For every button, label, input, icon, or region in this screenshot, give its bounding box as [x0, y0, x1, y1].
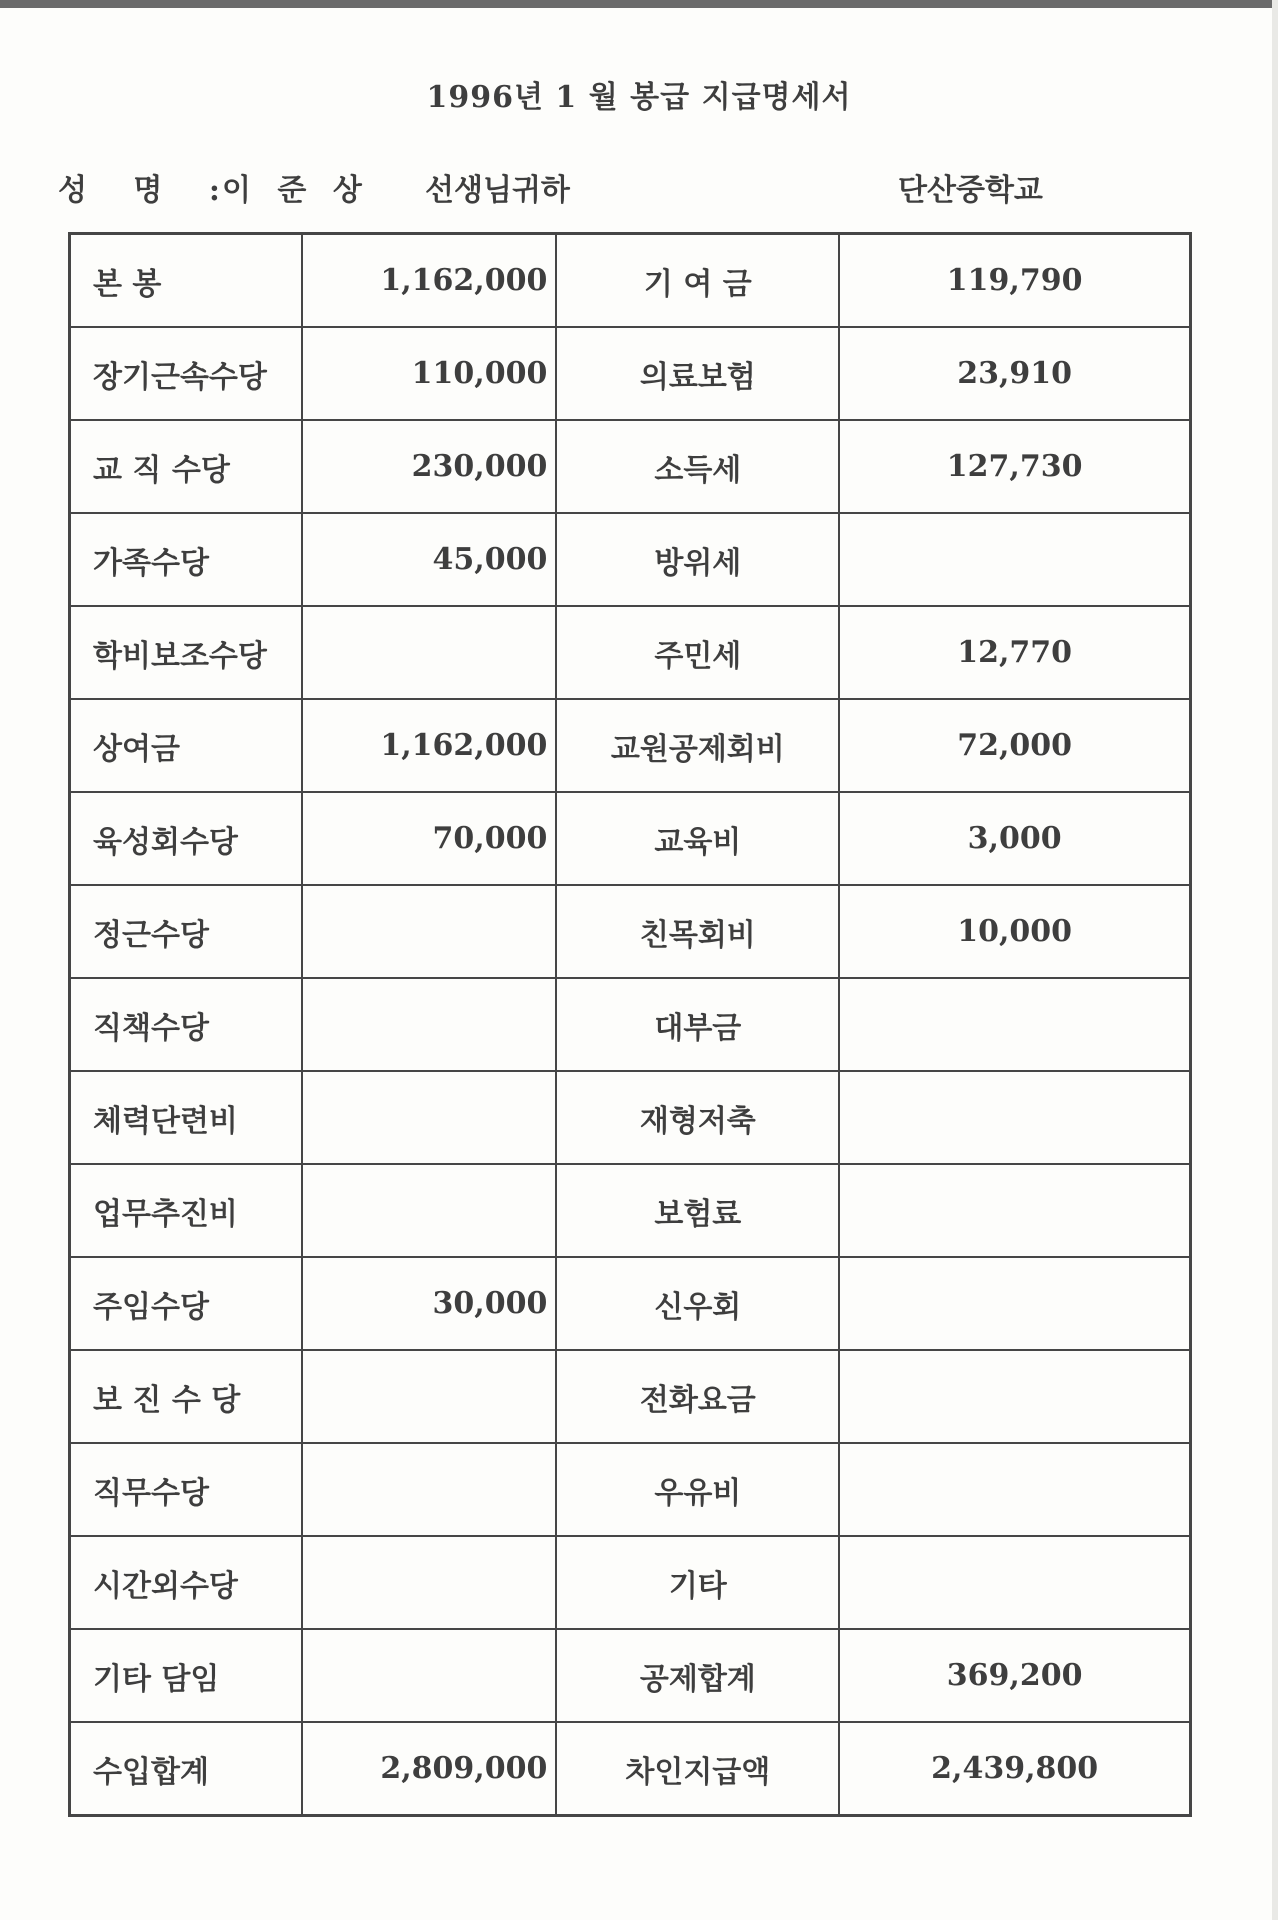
- table-row: [70, 1629, 1191, 1722]
- income-label: 상여금: [70, 699, 302, 792]
- honorific: 선생님귀하: [425, 173, 570, 208]
- deduction-amount: [839, 513, 1190, 606]
- table-row: [70, 978, 1191, 1071]
- deduction-label: 방위세: [556, 513, 839, 606]
- income-label: 장기근속수당: [70, 327, 302, 420]
- deduction-label: 우유비: [556, 1443, 839, 1536]
- income-label: 직무수당: [70, 1443, 302, 1536]
- income-amount: 2,809,000: [302, 1722, 557, 1816]
- table-row: [70, 1164, 1191, 1257]
- deduction-label: 신우회: [556, 1257, 839, 1350]
- income-label: 기타 담임: [70, 1629, 302, 1722]
- paper-top-edge: [0, 0, 1278, 8]
- deduction-amount: 119,790: [839, 234, 1190, 328]
- income-label: 가족수당: [70, 513, 302, 606]
- income-amount: [302, 978, 557, 1071]
- table-row: [70, 1257, 1191, 1350]
- school-name: 단산중학교: [898, 173, 1043, 208]
- deduction-amount: 10,000: [839, 885, 1190, 978]
- deduction-amount: 2,439,800: [839, 1722, 1190, 1816]
- income-amount: 70,000: [302, 792, 557, 885]
- income-label: 본 봉: [70, 234, 302, 328]
- table-row: [70, 699, 1191, 792]
- deduction-amount: [839, 978, 1190, 1071]
- deduction-amount: [839, 1350, 1190, 1443]
- deduction-label: 친목회비: [556, 885, 839, 978]
- income-label: 교 직 수당: [70, 420, 302, 513]
- deduction-amount: [839, 1164, 1190, 1257]
- income-amount: [302, 1443, 557, 1536]
- deduction-label: 의료보험: [556, 327, 839, 420]
- deduction-amount: 12,770: [839, 606, 1190, 699]
- deduction-amount: 3,000: [839, 792, 1190, 885]
- name-label: 성 명 :: [58, 173, 238, 208]
- income-amount: 30,000: [302, 1257, 557, 1350]
- income-amount: [302, 606, 557, 699]
- deduction-label: 기 여 금: [556, 234, 839, 328]
- income-label: 보 진 수 당: [70, 1350, 302, 1443]
- income-amount: [302, 1071, 557, 1164]
- deduction-label: 차인지급액: [556, 1722, 839, 1816]
- deduction-label: 기타: [556, 1536, 839, 1629]
- income-amount: 230,000: [302, 420, 557, 513]
- income-label: 체력단련비: [70, 1071, 302, 1164]
- deduction-label: 재형저축: [556, 1071, 839, 1164]
- income-amount: 45,000: [302, 513, 557, 606]
- table-row: [70, 1350, 1191, 1443]
- income-label: 수입합계: [70, 1722, 302, 1816]
- table-row: [70, 1536, 1191, 1629]
- table-row: [70, 885, 1191, 978]
- income-amount: [302, 1350, 557, 1443]
- name-value: 이 준 상: [222, 173, 370, 208]
- deduction-label: 대부금: [556, 978, 839, 1071]
- paper-side-edge: [1272, 0, 1278, 1920]
- deduction-label: 교원공제회비: [556, 699, 839, 792]
- table-row: [70, 1722, 1191, 1816]
- income-label: 육성회수당: [70, 792, 302, 885]
- income-label: 정근수당: [70, 885, 302, 978]
- income-label: 직책수당: [70, 978, 302, 1071]
- table-row: [70, 1071, 1191, 1164]
- income-amount: [302, 885, 557, 978]
- table-row: [70, 513, 1191, 606]
- income-label: 업무추진비: [70, 1164, 302, 1257]
- table-row: [70, 792, 1191, 885]
- deduction-amount: 127,730: [839, 420, 1190, 513]
- income-amount: 1,162,000: [302, 234, 557, 328]
- deduction-amount: 23,910: [839, 327, 1190, 420]
- deduction-amount: [839, 1071, 1190, 1164]
- income-amount: [302, 1536, 557, 1629]
- deduction-label: 교육비: [556, 792, 839, 885]
- table-row: [70, 234, 1191, 328]
- deduction-amount: 369,200: [839, 1629, 1190, 1722]
- table-row: [70, 606, 1191, 699]
- deduction-amount: [839, 1443, 1190, 1536]
- income-amount: 1,162,000: [302, 699, 557, 792]
- deduction-label: 보험료: [556, 1164, 839, 1257]
- deduction-label: 소득세: [556, 420, 839, 513]
- income-label: 시간외수당: [70, 1536, 302, 1629]
- table-row: [70, 420, 1191, 513]
- deduction-amount: [839, 1536, 1190, 1629]
- deduction-label: 공제합계: [556, 1629, 839, 1722]
- income-amount: [302, 1629, 557, 1722]
- document-title: 1996년 1 월 봉급 지급명세서: [426, 80, 852, 115]
- deduction-amount: 72,000: [839, 699, 1190, 792]
- income-label: 주임수당: [70, 1257, 302, 1350]
- recipient-info: [0, 165, 1278, 215]
- deduction-label: 주민세: [556, 606, 839, 699]
- deduction-label: 전화요금: [556, 1350, 839, 1443]
- pay-statement-table: [68, 232, 1192, 1817]
- table-row: [70, 1443, 1191, 1536]
- income-amount: [302, 1164, 557, 1257]
- table-row: [70, 327, 1191, 420]
- income-label: 학비보조수당: [70, 606, 302, 699]
- deduction-amount: [839, 1257, 1190, 1350]
- income-amount: 110,000: [302, 327, 557, 420]
